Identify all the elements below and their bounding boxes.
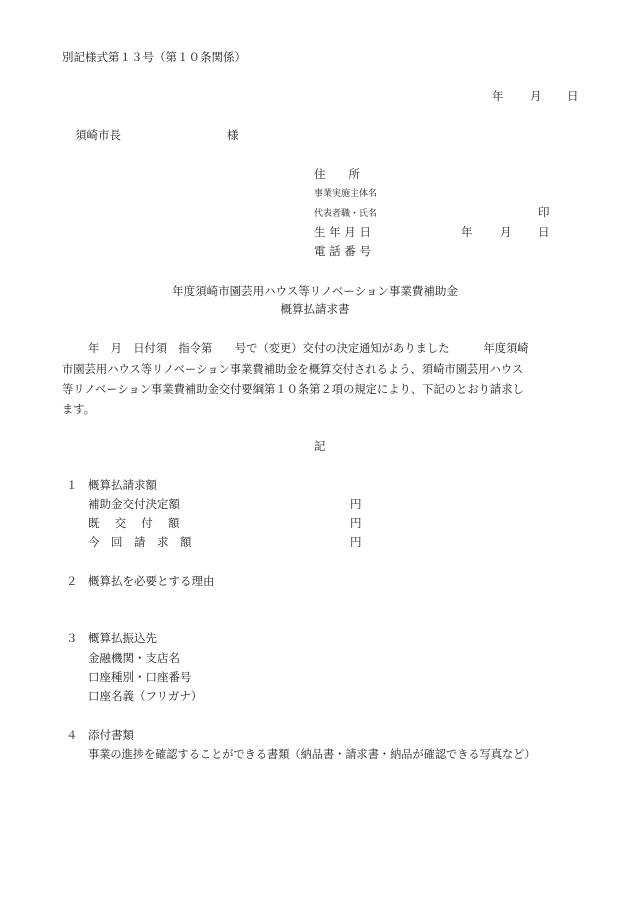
body-line-4: ます。 xyxy=(62,403,95,416)
section-2-title: 概算払を必要とする理由 xyxy=(88,574,215,588)
date-day: 日 xyxy=(567,89,579,103)
representative-label: 代表者職・氏名 xyxy=(314,209,378,219)
seal-mark: 印 xyxy=(538,205,550,219)
document-title-line1: 年度須崎市園芸用ハウス等リノベーション事業費補助金 xyxy=(172,284,458,298)
body-line-3: 等リノベーション事業費補助金交付要綱第１０条第２項の規定により、下記のとおり請求し xyxy=(62,383,524,396)
date-year: 年 xyxy=(492,89,504,103)
section-4-title: 添付書類 xyxy=(88,728,134,742)
addressee-name: 須崎市長 xyxy=(75,128,121,142)
phone-label: 電 話 番 号 xyxy=(314,244,371,258)
date-month: 月 xyxy=(530,89,542,103)
section-1-item-unit: 円 xyxy=(350,516,362,530)
birth-day: 日 xyxy=(538,225,550,239)
section-3-item: 口座種別・口座番号 xyxy=(88,670,192,684)
section-1-number: １ xyxy=(66,478,78,492)
section-1-item-label: 既 交 付 額 xyxy=(88,516,180,530)
birth-year: 年 xyxy=(461,225,473,239)
body-line-2: 市園芸用ハウス等リノベーション事業費補助金を概算交付されるよう、須崎市園芸用ハウス xyxy=(62,363,524,376)
address-label: 住 所 xyxy=(314,167,360,181)
section-4-number: ４ xyxy=(66,728,78,742)
body-line-1: 年 月 日付須 指令第 号で（変更）交付の決定通知がありました 年度須崎 xyxy=(88,342,529,355)
addressee-honorific: 様 xyxy=(227,128,239,142)
section-1-item-label: 補助金交付決定額 xyxy=(88,497,180,511)
birth-date-label: 生 年 月 日 xyxy=(314,225,371,239)
section-4-note: 事業の進捗を確認することができる書類（納品書・請求書・納品が確認できる写真など） xyxy=(88,748,536,761)
form-number: 別記様式第１３号（第１０条関係） xyxy=(62,50,246,64)
section-1-item-label: 今 回 請 求 額 xyxy=(88,535,192,549)
section-3-title: 概算払振込先 xyxy=(88,631,157,645)
section-2-number: ２ xyxy=(66,574,78,588)
section-1-item-unit: 円 xyxy=(350,535,362,549)
document-title-line2: 概算払請求書 xyxy=(280,302,350,316)
section-3-item: 口座名義（フリガナ） xyxy=(88,689,203,703)
section-1-item-unit: 円 xyxy=(350,497,362,511)
ki-heading: 記 xyxy=(314,439,326,453)
section-1-title: 概算払請求額 xyxy=(88,478,157,492)
section-3-number: ３ xyxy=(66,631,78,645)
section-3-item: 金融機関・支店名 xyxy=(88,651,180,665)
birth-month: 月 xyxy=(500,225,512,239)
entity-label: 事業実施主体名 xyxy=(314,189,378,199)
